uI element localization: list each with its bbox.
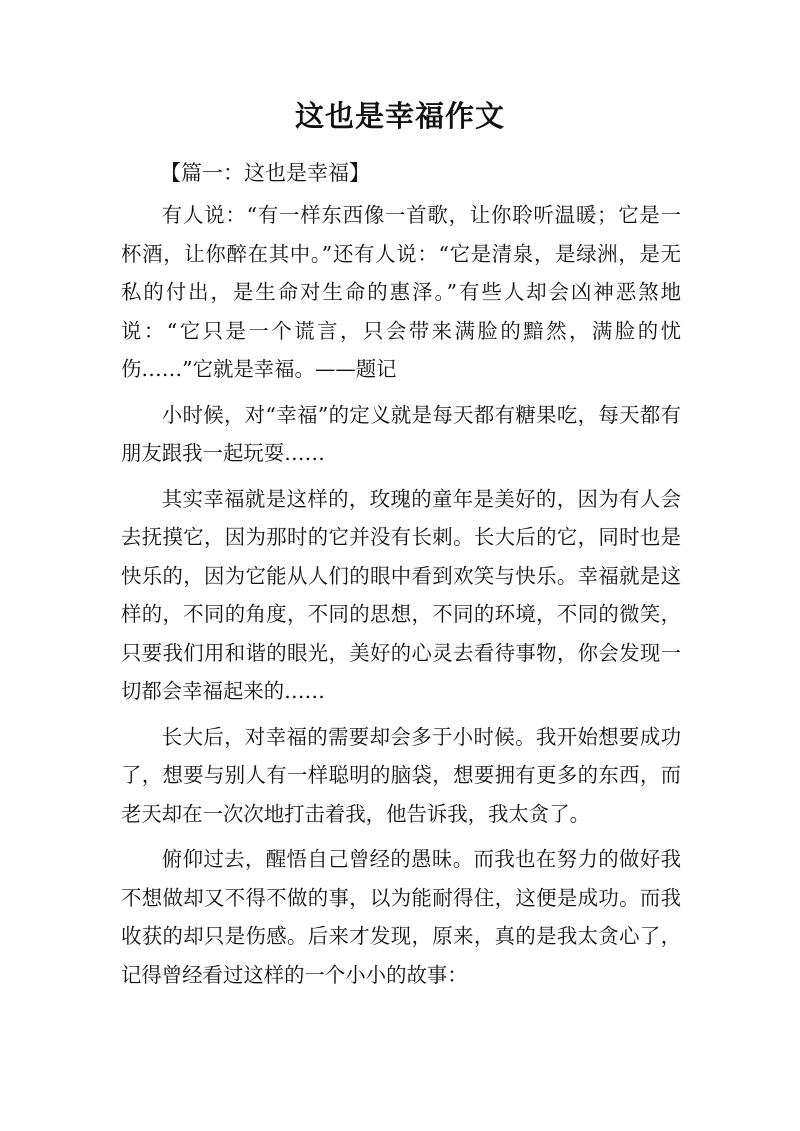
paragraph-rose: 其实幸福就是这样的，玫瑰的童年是美好的，因为有人会去抚摸它，因为那时的它并没有长刺。长大后的它，同时也是快乐的，因为它能从人们的眼中看到欢笑与快乐。幸福就是这样的，不同的角度，不同的思想，不同的环境，不同的微笑，只要我们用和谐的眼光，美好的心灵去看待事物，你会发现一切都会幸福起来的…… <box>121 486 681 703</box>
paragraph-childhood: 小时候，对“幸福”的定义就是每天都有糖果吃，每天都有朋友跟我一起玩耍…… <box>121 402 681 465</box>
paragraph-epigraph: 有人说：“有一样东西像一首歌，让你聆听温暖；它是一杯酒，让你醉在其中。”还有人说：“它是清泉，是绿洲，是无私的付出，是生命对生命的惠泽。”有些人却会凶神恶煞地说：“它只是一个谎言，只会带来满脸的黯然，满脸的忧伤……”它就是幸福。——题记 <box>121 203 681 381</box>
paragraph-reflection: 俯仰过去，醒悟自己曾经的愚昧。而我也在努力的做好我不想做却又不得不做的事，以为能耐得住，这便是成功。而我收获的却只是伤感。后来才发现，原来，真的是我太贪心了，记得曾经看过这样的一个小小的故事： <box>121 847 681 987</box>
section-heading: 【篇一：这也是幸福】 <box>160 161 370 185</box>
paragraph-growing-up: 长大后，对幸福的需要却会多于小时候。我开始想要成功了，想要与别人有一样聪明的脑袋，想要拥有更多的东西，而老天却在一次次地打击着我，他告诉我，我太贪了。 <box>121 724 681 826</box>
document-title: 这也是幸福作文 <box>294 99 505 133</box>
document-body <box>121 196 681 1001</box>
